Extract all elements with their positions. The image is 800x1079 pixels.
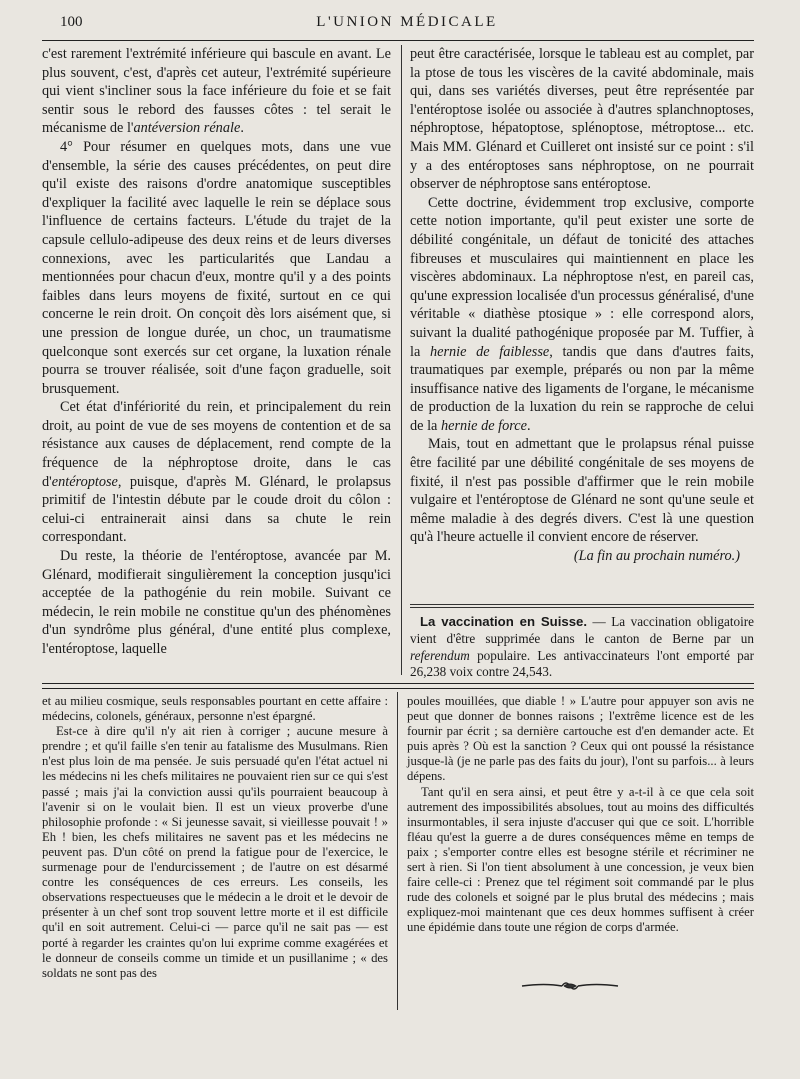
paragraph: peut être caractérisée, lorsque le tableau est au complet, par la ptose de tous les viscères de la cavité abdominale, mais qui, dans ses variétés diverses, peut être représentée par l'entéroptose isolée ou associée à d'autres splanchnoptoses, néphroptose, hépatoptose, splénoptose, métroptose... etc. Mais MM. Glénard et Cuilleret ont insisté sur ce point : s'il y a des entéroptoses sans néphroptose, on ne pourrait observer de néphroptose sans entéroptose. xyxy=(410,46,754,193)
fleuron-ornament xyxy=(520,978,620,994)
section-rule-bottom xyxy=(42,688,754,689)
news-rule-inner xyxy=(410,607,754,608)
bottom-right-column xyxy=(407,694,754,936)
paragraph: Mais, tout en admettant que le prolapsus rénal puisse être facilité par une débilité congénitale de ses moyens de fixité, il n'est pas possible d'affirmer que le rein mobile vulgaire et l'entéroptose de Glénard ne sont qu'une seule et même maladie à des degrés divers. C'est là une question qu'à l'heure actuelle il convient encore de réserver. xyxy=(410,436,754,546)
paragraph: et au milieu cosmique, seuls responsables pourtant en cette affaire : médecins, colonels, généraux, personne n'est épargné. xyxy=(42,694,388,724)
news-item: La vaccination en Suisse. — La vaccination obligatoire vient d'être supprimée dans le canton de Berne par un referendum populaire. Les antivaccinateurs l'ont emporté par 26,238 voix contre 24,543. xyxy=(410,614,754,680)
top-left-column xyxy=(42,45,391,659)
page-header xyxy=(60,14,754,36)
news-title: La vaccination en Suisse. xyxy=(420,614,588,629)
section-rule-top xyxy=(42,683,754,684)
news-rule xyxy=(410,604,754,605)
journal-title: L'UNION MÉDICALE xyxy=(316,14,498,30)
paragraph: Est-ce à dire qu'il n'y ait rien à corriger ; aucune mesure à prendre ; et qu'il faille s'en tenir au fatalisme des Musulmans. Rien n'est plus loin de ma pensée. Je suis persuadé qu'en l'état actuel ni les médecins ni les chefs militaires ne pouvaient rien sur ce qui s'est passé ; mais j'ai la conviction aussi qu'ils pourraient beaucoup à l'avenir si on le voulait bien. Il est un vieux proverbe d'une philosophie profonde : « Si jeunesse savait, si vieillesse pouvait ! » Eh ! bien, les chefs militaires ne savent pas et les médecins ne peuvent pas. D'un côté on prend la fatigue pour de l'exercice, le surmenage pour de l'endurcissement ; de l'autre on est désarmé contre les conséquences de ces erreurs. Les conseils, les observations respectueuses que le médecin a le droit et le devoir de présenter à un chef sont trop souvent lettre morte et il est difficile qu'il en soit autrement. Celui-ci — parce qu'il ne sait pas — est porté à regarder les craintes qu'on lui exprime comme exagérées et le donneur de conseils comme un timide et un pusillanime ; « des soldats ne sont pas des xyxy=(42,724,388,980)
paragraph: Cette doctrine, évidemment trop exclusive, comporte cette notion importante, qu'il peut exister une sorte de débilité congénitale, un défaut de tonicité des attaches fibreuses et musculaires qui maintiennent en place les viscères abdominaux. La néphroptose n'est, en pareil cas, qu'une expression localisée d'un processus généralisé, d'une véritable « diathèse ptosique » : elle correspond alors, suivant la dualité pathogénique proposée par M. Tuffier, à la hernie de faiblesse, tandis que dans d'autres faits, traumatiques par exemple, préparés ou non par la même insuffisance native des ligaments de l'organe, le mécanisme de production de la luxation du rein se rapproche de celui de la hernie de force. xyxy=(410,194,754,434)
top-right-column xyxy=(410,45,754,566)
column-divider xyxy=(401,45,402,675)
paragraph: Cet état d'infériorité du rein, et principalement du rein droit, au point de vue de ses moyens de contention et de sa résistance aux causes de déplacement, rend compte de la fréquence de la néphroptose droite, dans le cas d'entéroptose, puisque, d'après M. Glénard, le prolapsus primitif de l'intestin débute par le coude droit du côlon : celui-ci entrainerait ainsi dans sa chute le rein correspondant. xyxy=(42,399,391,546)
paragraph: c'est rarement l'extrémité inférieure qui bascule en avant. Le plus souvent, c'est, d'après cet auteur, l'extrémité supérieure qui vient s'incliner sous la face inférieure du foie et se fait sentir sous le rebord des fausses côtes : tel serait le mécanisme de l'antéversion rénale. xyxy=(42,46,391,137)
header-rule xyxy=(42,40,754,41)
paragraph: poules mouillées, que diable ! » L'autre pour appuyer son avis ne peut que donner de bonnes raisons ; l'extrême licence est de les fournir par écrit ; sa dernière cartouche est d'en demander acte. Et puis après ? Où est la sanction ? Ceux qui ont poussé la résistance jusque-là (je ne parle pas des faits du jour), l'ont su parfois... à leurs dépens. xyxy=(407,694,754,784)
bottom-left-column xyxy=(42,694,388,981)
column-divider xyxy=(397,692,398,1010)
paragraph: 4° Pour résumer en quelques mots, dans une vue d'ensemble, la série des causes précédentes, on peut dire qu'il existe des raisons d'ordre anatomique susceptibles d'expliquer la facilité avec laquelle le rein se déplace sous l'influence de certains facteurs. L'étude du trajet de la capsule cellulo-adipeuse des deux reins et de leurs diverses connexions, avec les particularités que Landau a mentionnées pour chacun d'eux, montre qu'il y a des points faibles dans leurs moyens de fixité, surtout en ce qui concerne le rein droit. On conçoit dès lors aisément que, si une pression de longue durée, un choc, un traumatisme quelconque sont exercés sur cet organe, la luxation rénale pourra se trouver réalisée, soit d'une façon graduelle, soit brusquement. xyxy=(42,138,391,397)
paragraph: Tant qu'il en sera ainsi, et peut être y a-t-il à ce que cela soit autrement des impossibilités absolues, tout au moins des difficultés insurmontables, il sera injuste d'accuser qui que ce soit. L'horrible fléau qu'est la guerre a de dures conséquences même en temps de paix ; s'emporter contre elles est besogne stérile et récriminer ne sert à rien. Si l'on tient absolument à une concession, je veux bien faire celle-ci : Prenez que tel régiment soit commandé par le plus rude des colonels et soigné par le plus brutal des médecins ; mais expliquez-moi maintenant que ces deux hommes suffisent à créer une épidémie dans toute une région de corps d'armée. xyxy=(407,784,754,935)
continuation-note: (La fin au prochain numéro.) xyxy=(573,548,740,565)
page-number: 100 xyxy=(60,14,83,30)
paragraph: Du reste, la théorie de l'entéroptose, avancée par M. Glénard, modifierait singulièrement la conception jusqu'ici acceptée de la pathogénie du rein mobile. Suivant ce médecin, le rein mobile ne constitue qu'un des phénomènes d'un syndrôme plus général, d'une entité plus complexe, l'entéroptose, laquelle xyxy=(42,548,391,657)
